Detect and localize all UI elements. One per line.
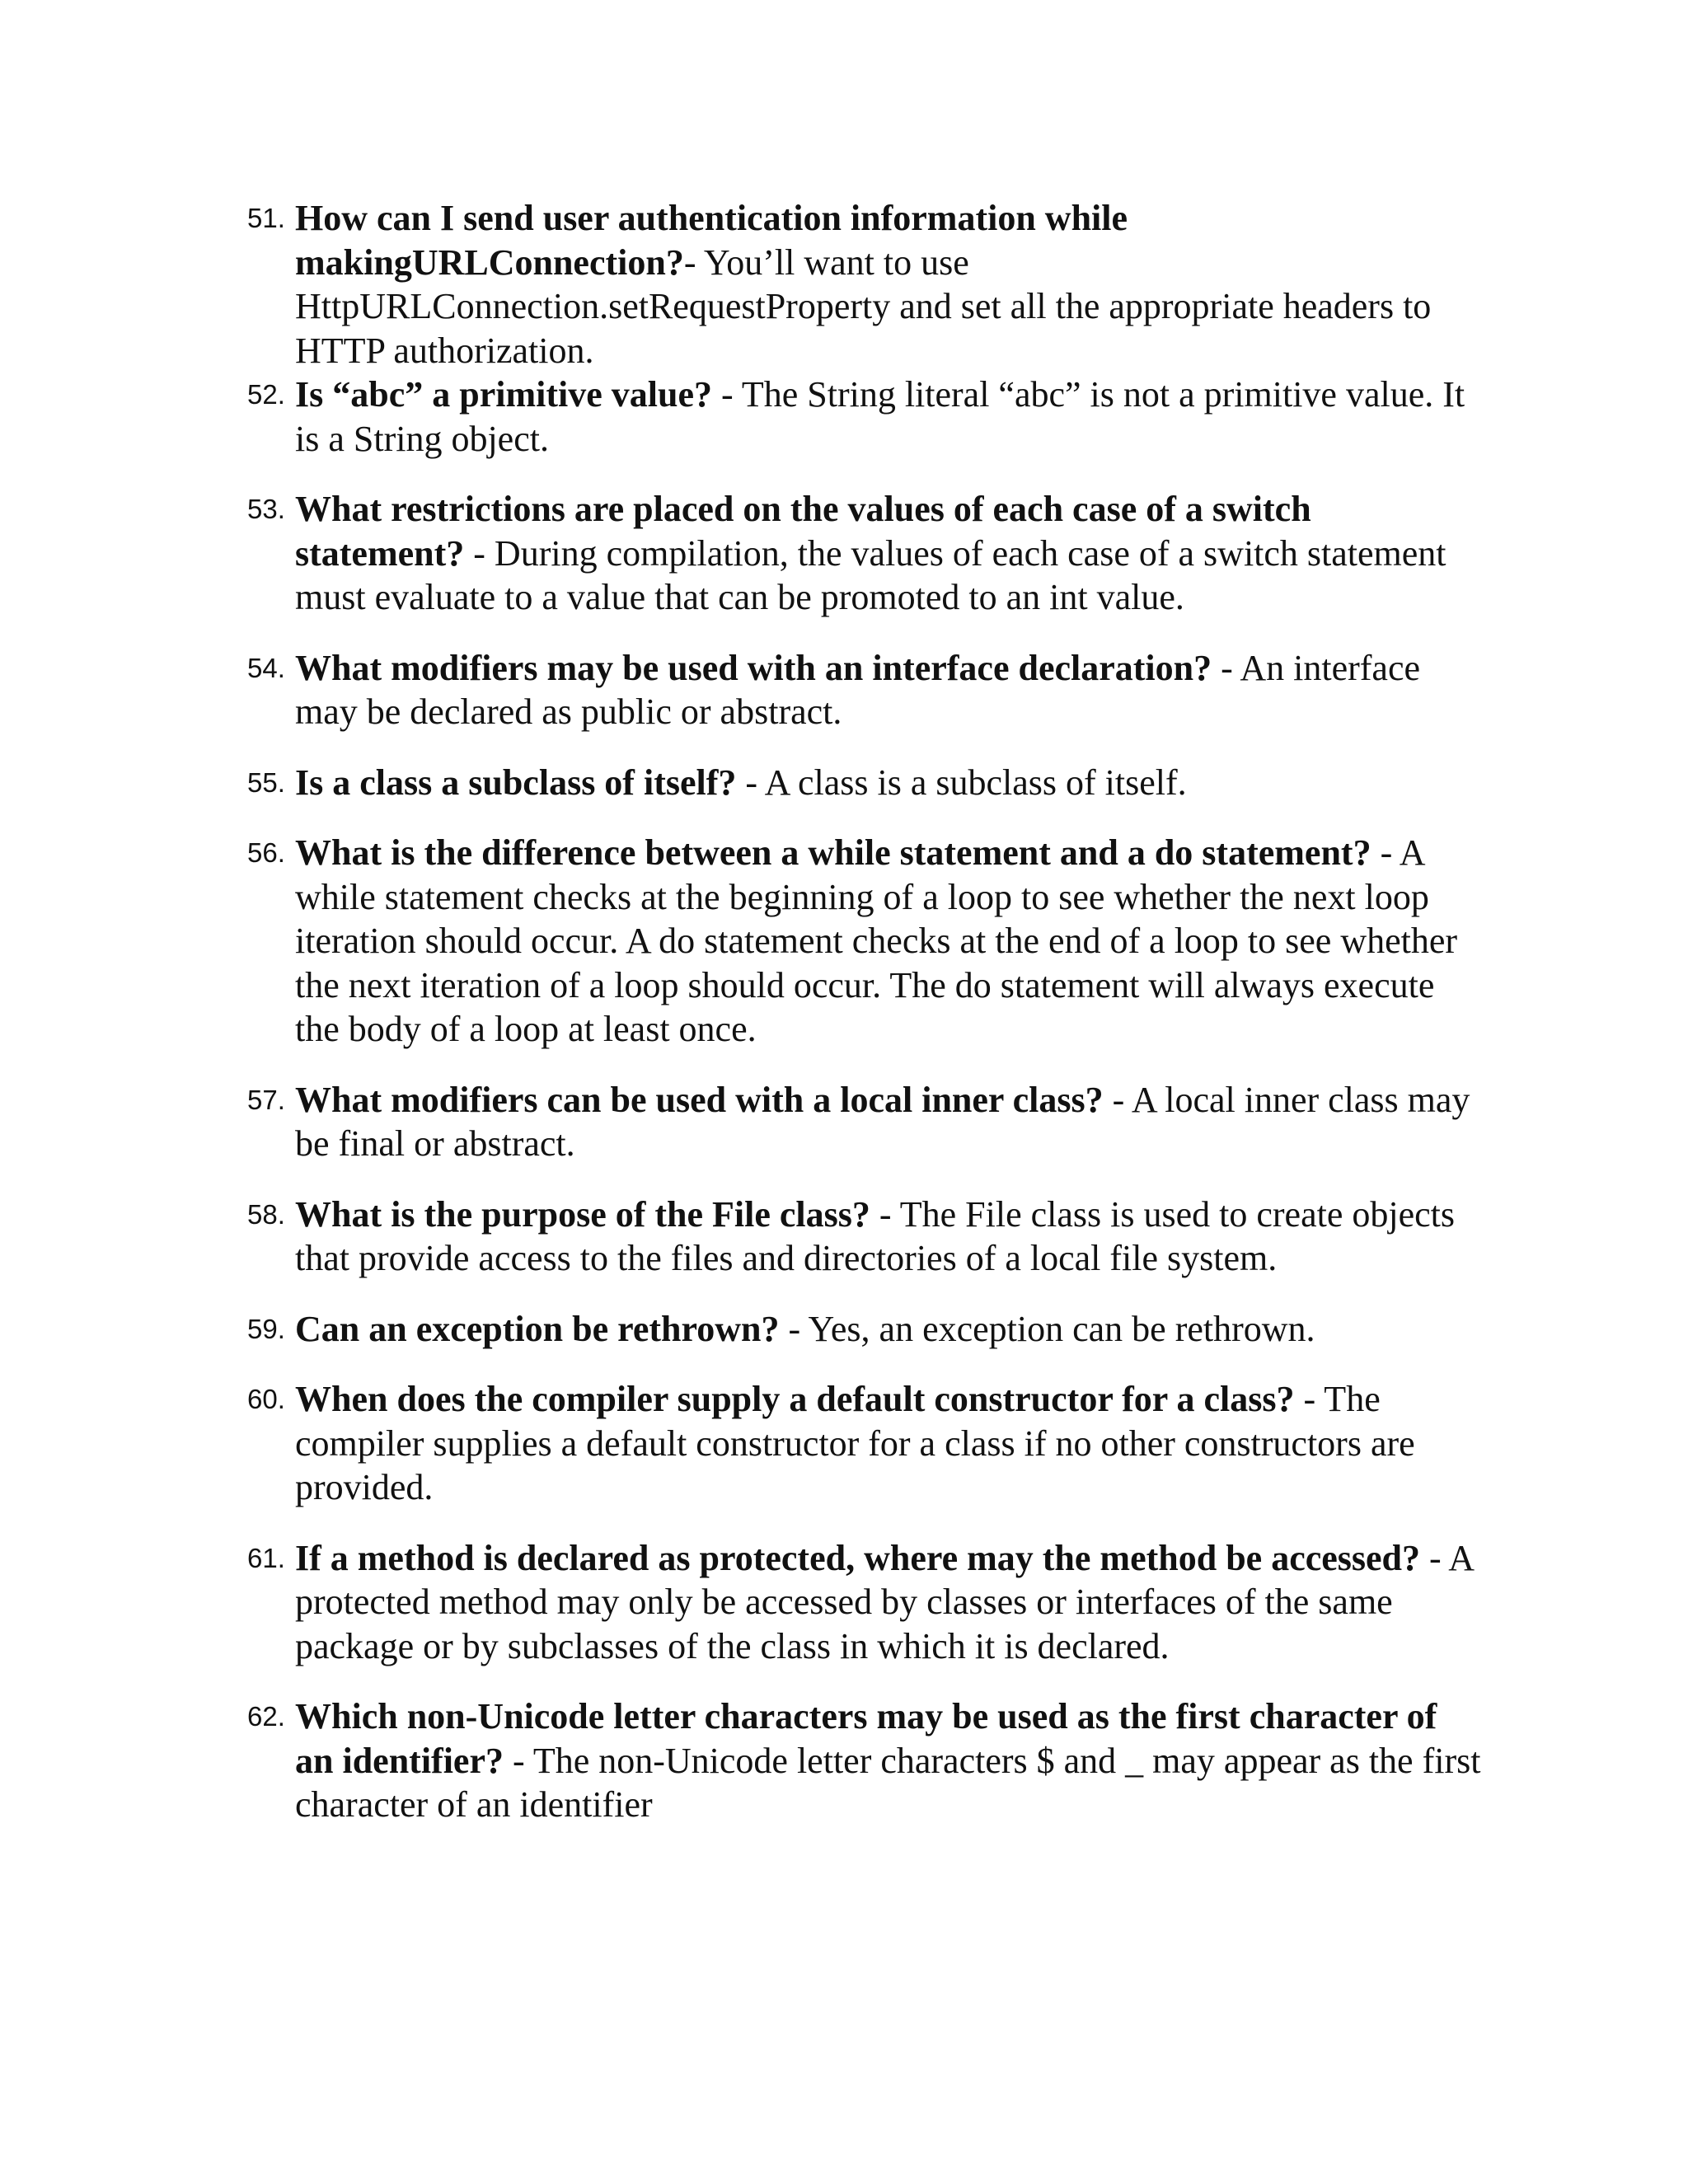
answer-text: - A local inner class may be final or abstract. (295, 1079, 1470, 1164)
answer-text: - The non-Unicode letter characters $ and _ may appear as the first character of an identifier (295, 1740, 1481, 1825)
question-text: What restrictions are placed on the values of each case of a switch statement? (295, 489, 1311, 574)
answer-text: - Yes, an exception can be rethrown. (779, 1308, 1315, 1349)
item-number: 56. (247, 837, 285, 868)
question-text: If a method is declared as protected, where may the method be accessed? (295, 1537, 1421, 1578)
qa-item-54 (247, 646, 1484, 734)
item-number: 51. (247, 203, 285, 233)
item-number: 57. (247, 1084, 285, 1115)
question-text: When does the compiler supply a default constructor for a class? (295, 1379, 1295, 1419)
answer-text: - The compiler supplies a default constructor for a class if no other constructors are provided. (295, 1379, 1415, 1507)
question-text: How can I send user authentication information while makingURLConnection? (295, 198, 1128, 283)
question-text: Which non-Unicode letter characters may be used as the first character of an identifier? (295, 1696, 1437, 1781)
qa-item-55 (247, 761, 1484, 805)
question-text: What modifiers may be used with an interface declaration? (295, 647, 1212, 688)
qa-item-58 (247, 1193, 1484, 1281)
qa-item-57 (247, 1078, 1484, 1166)
answer-text: - The String literal “abc” is not a primitive value. It is a String object. (295, 374, 1465, 459)
qa-item-56 (247, 831, 1484, 1052)
qa-item-61 (247, 1536, 1484, 1669)
item-number: 54. (247, 652, 285, 683)
item-number: 55. (247, 766, 285, 798)
answer-text: - A while statement checks at the beginning of a loop to see whether the next loop iteration should occur. A do statement checks at the end of a loop to see whether the next iteration of a loop should occur. The do statement will always execute the body of a loop at least once. (295, 832, 1458, 1049)
question-text: Is a class a subclass of itself? (295, 762, 737, 803)
qa-item-59 (247, 1307, 1484, 1352)
qa-item-62 (247, 1694, 1484, 1827)
question-text: Is “abc” a primitive value? (295, 374, 712, 415)
answer-text: - A protected method may only be accessed by classes or interfaces of the same package or by subclasses of the class in which it is declared. (295, 1537, 1473, 1666)
answer-text: - During compilation, the values of each case of a switch statement must evaluate to a value that can be promoted to an int value. (295, 532, 1447, 617)
answer-text: - You’ll want to use HttpURLConnection.setRequestProperty and set all the appropriate headers to HTTP authorization. (295, 241, 1432, 371)
qa-item-51 (247, 196, 1484, 373)
qa-list (247, 196, 1484, 1827)
question-text: What is the purpose of the File class? (295, 1193, 870, 1235)
answer-text: - The File class is used to create objects that provide access to the files and directories of a local file system. (295, 1193, 1455, 1278)
item-number: 53. (247, 494, 285, 524)
item-number: 62. (247, 1701, 285, 1732)
question-text: What modifiers can be used with a local inner class? (295, 1079, 1104, 1120)
qa-item-60 (247, 1377, 1484, 1510)
question-text: What is the difference between a while statement and a do statement? (295, 832, 1372, 873)
item-number: 59. (247, 1313, 285, 1344)
item-number: 58. (247, 1198, 285, 1230)
item-number: 52. (247, 379, 285, 410)
item-number: 60. (247, 1384, 285, 1414)
qa-item-52 (247, 373, 1484, 461)
item-number: 61. (247, 1542, 285, 1573)
answer-text: - A class is a subclass of itself. (736, 762, 1187, 803)
qa-item-53 (247, 487, 1484, 620)
question-text: Can an exception be rethrown? (295, 1308, 780, 1349)
answer-text: - An interface may be declared as public or abstract. (295, 647, 1420, 732)
